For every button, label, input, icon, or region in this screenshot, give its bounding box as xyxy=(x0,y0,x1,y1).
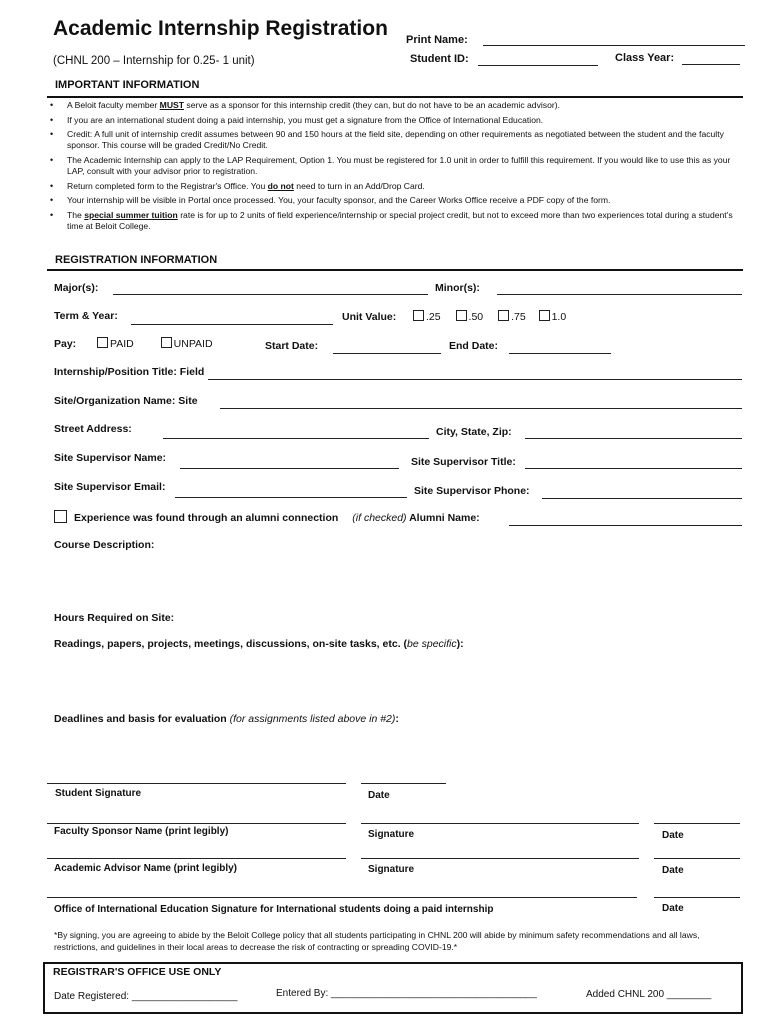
faculty-signature-label: Signature xyxy=(368,829,415,840)
registration-divider xyxy=(47,269,743,271)
supervisor-name-field[interactable] xyxy=(180,468,399,469)
readings-area[interactable] xyxy=(54,654,742,709)
oie-signature-line[interactable] xyxy=(47,897,637,898)
faculty-sponsor-label: Faculty Sponsor Name (print legibly) xyxy=(54,826,229,837)
unit-value-options xyxy=(413,310,566,323)
start-date-label: Start Date: xyxy=(265,340,319,352)
oie-date-label: Date xyxy=(662,903,684,914)
list-item: • A Beloit faculty member MUST serve as a sponsor for this internship credit (they can, but do not have to be an academic advisor). xyxy=(50,100,745,111)
class-year-field[interactable] xyxy=(682,64,740,65)
deadlines-area[interactable] xyxy=(54,729,742,779)
list-item: • Return completed form to the Registrar's Office. You do not need to turn in an Add/Drop Card. xyxy=(50,181,745,192)
important-list xyxy=(50,100,745,236)
advisor-signature-line[interactable] xyxy=(361,858,639,859)
position-title-label: Internship/Position Title: Field xyxy=(54,366,205,378)
unit-050-label: .50 xyxy=(468,311,484,323)
faculty-date-line[interactable] xyxy=(654,823,740,824)
course-description-area[interactable] xyxy=(54,555,742,605)
pay-label: Pay: xyxy=(54,338,77,350)
alumni-name-label: Alumni Name: xyxy=(406,512,480,524)
minors-field[interactable] xyxy=(497,294,742,295)
end-date-label: End Date: xyxy=(449,340,499,352)
student-signature-label: Student Signature xyxy=(55,788,142,799)
if-checked-note: (if checked) xyxy=(352,512,407,524)
majors-label: Major(s): xyxy=(54,282,99,294)
list-item: • Your internship will be visible in Portal once processed. You, your faculty sponsor, and the Career Works Office receive a PDF copy of the form. xyxy=(50,195,745,206)
print-name-label: Print Name: xyxy=(406,34,468,46)
page-subtitle: (CHNL 200 – Internship for 0.25- 1 unit) xyxy=(53,55,255,67)
paid-checkbox[interactable] xyxy=(97,337,108,348)
student-id-field[interactable] xyxy=(478,65,598,66)
supervisor-title-label: Site Supervisor Title: xyxy=(411,456,516,468)
end-date-field[interactable] xyxy=(509,353,611,354)
unit-100-label: 1.0 xyxy=(551,311,567,323)
faculty-sponsor-line[interactable] xyxy=(47,823,346,824)
hours-required-label: Hours Required on Site: xyxy=(54,612,175,624)
registration-heading: REGISTRATION INFORMATION xyxy=(55,254,218,266)
list-item: • If you are an international student doing a paid internship, you must get a signature from the Office of International Education. xyxy=(50,115,745,126)
student-signature-line[interactable] xyxy=(47,783,346,784)
page-title: Academic Internship Registration xyxy=(53,17,388,40)
supervisor-title-field[interactable] xyxy=(525,468,742,469)
supervisor-email-field[interactable] xyxy=(175,497,407,498)
important-heading: IMPORTANT INFORMATION xyxy=(55,79,200,91)
academic-advisor-label: Academic Advisor Name (print legibly) xyxy=(54,863,238,874)
supervisor-phone-label: Site Supervisor Phone: xyxy=(414,485,530,497)
unit-100-checkbox[interactable] xyxy=(539,310,550,321)
advisor-date-label: Date xyxy=(662,865,684,876)
advisor-signature-label: Signature xyxy=(368,864,415,875)
class-year-label: Class Year: xyxy=(615,52,675,64)
added-chnl-field[interactable]: Added CHNL 200 ________ xyxy=(586,989,712,1000)
unit-value-label: Unit Value: xyxy=(342,311,397,323)
supervisor-phone-field[interactable] xyxy=(542,498,742,499)
oie-signature-label: Office of International Education Signature for International students doing a paid internship xyxy=(54,904,494,915)
alumni-connection-label: Experience was found through an alumni connection (if checked) Alumni Name: xyxy=(74,512,480,524)
site-name-label: Site/Organization Name: Site xyxy=(54,395,198,407)
course-description-label: Course Description: xyxy=(54,539,155,551)
unit-075-label: .75 xyxy=(511,311,526,323)
supervisor-name-label: Site Supervisor Name: xyxy=(54,452,167,464)
city-state-zip-field[interactable] xyxy=(525,438,742,439)
site-name-field[interactable] xyxy=(220,408,742,409)
majors-field[interactable] xyxy=(113,294,428,295)
do-not-emphasis: do not xyxy=(267,180,294,191)
list-item: • The Academic Internship can apply to the LAP Requirement, Option 1. You must be registered for 1.0 unit in order to fulfill this requirement. If you would like to use this as your LAP, consult with your advisor prior to registration. xyxy=(50,155,745,177)
term-year-label: Term & Year: xyxy=(54,310,118,322)
unit-025-checkbox[interactable] xyxy=(413,310,424,321)
covid-policy-note: *By signing, you are agreeing to abide by the Beloit College policy that all students participating in CHNL 200 will abide by minimum safety recommendations and all laws, restrictions, and guidelines in their local areas to decrease the risk of contracting or spreading COVID-19.* xyxy=(54,930,700,952)
student-date-line[interactable] xyxy=(361,783,446,784)
start-date-field[interactable] xyxy=(333,353,441,354)
unit-025-label: .25 xyxy=(426,311,441,323)
city-state-zip-label: City, State, Zip: xyxy=(436,426,512,438)
date-registered-field[interactable]: Date Registered: ___________________ xyxy=(54,991,238,1002)
student-id-label: Student ID: xyxy=(410,53,469,65)
term-year-field[interactable] xyxy=(131,324,333,325)
list-item: • The special summer tuition rate is for up to 2 units of field experience/internship or special project credit, but not to exceed more than two experiences total during a student's time at Beloit College. xyxy=(50,210,745,232)
important-divider xyxy=(47,96,743,98)
deadlines-label: Deadlines and basis for evaluation (for assignments listed above in #2): xyxy=(54,713,399,725)
alumni-connection-checkbox[interactable] xyxy=(54,510,67,523)
pay-options xyxy=(97,337,213,350)
oie-date-line[interactable] xyxy=(654,897,740,898)
academic-advisor-line[interactable] xyxy=(47,858,346,859)
unit-050-checkbox[interactable] xyxy=(456,310,467,321)
registrar-office-heading: REGISTRAR'S OFFICE USE ONLY xyxy=(53,966,222,978)
student-date-label: Date xyxy=(368,790,390,801)
unpaid-label: UNPAID xyxy=(173,338,213,350)
street-address-label: Street Address: xyxy=(54,423,132,435)
alumni-name-field[interactable] xyxy=(509,525,742,526)
must-emphasis: MUST xyxy=(159,100,185,110)
street-address-field[interactable] xyxy=(163,438,429,439)
minors-label: Minor(s): xyxy=(435,282,480,294)
position-title-field[interactable] xyxy=(208,379,742,380)
paid-label: PAID xyxy=(110,338,134,350)
readings-label: Readings, papers, projects, meetings, discussions, on-site tasks, etc. (be specific): xyxy=(54,638,464,650)
summer-tuition-emphasis: special summer tuition xyxy=(84,209,178,220)
entered-by-field[interactable]: Entered By: _____________________________________ xyxy=(276,988,537,999)
faculty-date-label: Date xyxy=(662,830,684,841)
supervisor-email-label: Site Supervisor Email: xyxy=(54,481,166,493)
list-item: • Credit: A full unit of internship credit assumes between 90 and 150 hours at the field site, depending on other requirements as negotiated between the student and the faculty sponsor. This course will be graded Credit/No Credit. xyxy=(50,129,745,151)
faculty-signature-line[interactable] xyxy=(361,823,639,824)
print-name-field[interactable] xyxy=(483,45,745,46)
unit-075-checkbox[interactable] xyxy=(498,310,509,321)
unpaid-checkbox[interactable] xyxy=(161,337,172,348)
advisor-date-line[interactable] xyxy=(654,858,740,859)
